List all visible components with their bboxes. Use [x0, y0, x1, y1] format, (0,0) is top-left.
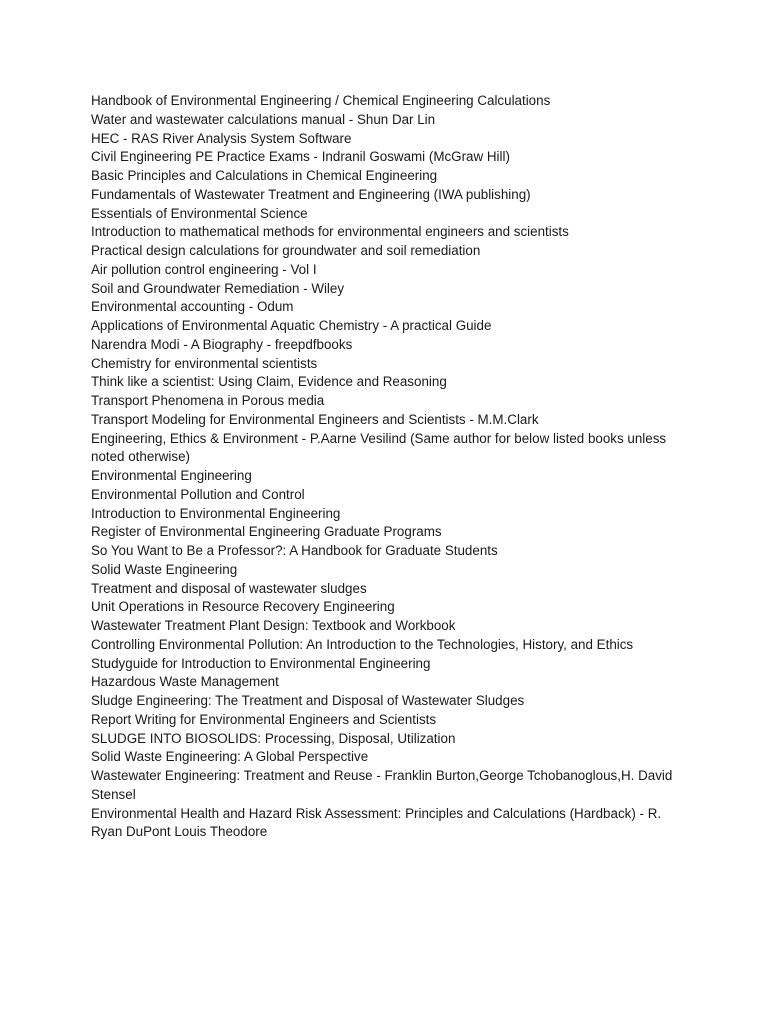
book-title-line: Hazardous Waste Management: [91, 674, 279, 690]
book-title-line: Narendra Modi - A Biography - freepdfbooks: [91, 336, 353, 352]
book-title-line: Environmental Health and Hazard Risk Assessment: Principles and Calculations (Hardback) - R. Ryan DuPont Louis Theodore: [91, 805, 662, 840]
book-title-line: Register of Environmental Engineering Graduate Programs: [91, 524, 442, 540]
book-title-line: Wastewater Engineering: Treatment and Reuse - Franklin Burton,George Tchobanoglous,H. David Stensel: [91, 768, 673, 802]
book-title-line: Essentials of Environmental Science: [91, 205, 308, 221]
book-title-line: Studyguide for Introduction to Environmental Engineering: [91, 655, 431, 671]
book-title-line: Environmental accounting - Odum: [91, 299, 294, 315]
book-title-line: Basic Principles and Calculations in Chemical Engineering: [91, 168, 438, 183]
book-title-line: Air pollution control engineering - Vol I: [91, 261, 317, 277]
book-title-line: Environmental Pollution and Control: [91, 486, 305, 502]
book-title-line: Engineering, Ethics & Environment - P.Aarne Vesilind (Same author for below listed books unless noted otherwise): [91, 430, 667, 465]
book-title-line: Wastewater Treatment Plant Design: Textbook and Workbook: [91, 618, 456, 633]
book-title-line: Applications of Environmental Aquatic Chemistry - A practical Guide: [91, 318, 492, 333]
book-title-line: Solid Waste Engineering: [91, 561, 238, 577]
book-title-line: Solid Waste Engineering: A Global Perspective: [91, 749, 369, 765]
book-title-line: So You Want to Be a Professor?: A Handbook for Graduate Students: [91, 543, 498, 558]
book-title-line: HEC - RAS River Analysis System Software: [91, 130, 352, 146]
book-title-line: Civil Engineering PE Practice Exams - Indranil Goswami (McGraw Hill): [91, 149, 510, 165]
book-title-line: Sludge Engineering: The Treatment and Disposal of Wastewater Sludges: [91, 693, 525, 708]
book-list: [91, 92, 681, 842]
book-title-line: Introduction to mathematical methods for environmental engineers and scientists: [91, 224, 569, 240]
book-title-line: Environmental Engineering: [91, 468, 252, 483]
book-title-line: Think like a scientist: Using Claim, Evidence and Reasoning: [91, 374, 447, 390]
book-title-line: Transport Phenomena in Porous media: [91, 393, 325, 408]
book-title-line: Controlling Environmental Pollution: An Introduction to the Technologies, History, and Ethics: [91, 636, 634, 652]
book-title-line: SLUDGE INTO BIOSOLIDS: Processing, Disposal, Utilization: [91, 730, 456, 746]
book-title-line: Handbook of Environmental Engineering / Chemical Engineering Calculations: [91, 93, 551, 108]
book-title-line: Unit Operations in Resource Recovery Engineering: [91, 599, 395, 615]
book-title-line: Soil and Groundwater Remediation - Wiley: [91, 280, 345, 296]
book-title-line: Practical design calculations for groundwater and soil remediation: [91, 243, 481, 258]
book-title-line: Fundamentals of Wastewater Treatment and Engineering (IWA publishing): [91, 186, 531, 202]
book-title-line: Transport Modeling for Environmental Engineers and Scientists - M.M.Clark: [91, 411, 539, 427]
book-title-line: Water and wastewater calculations manual - Shun Dar Lin: [91, 111, 436, 127]
book-title-line: Introduction to Environmental Engineering: [91, 505, 341, 521]
book-title-line: Report Writing for Environmental Engineers and Scientists: [91, 711, 437, 727]
book-title-line: Chemistry for environmental scientists: [91, 355, 318, 371]
book-title-line: Treatment and disposal of wastewater sludges: [91, 580, 367, 596]
